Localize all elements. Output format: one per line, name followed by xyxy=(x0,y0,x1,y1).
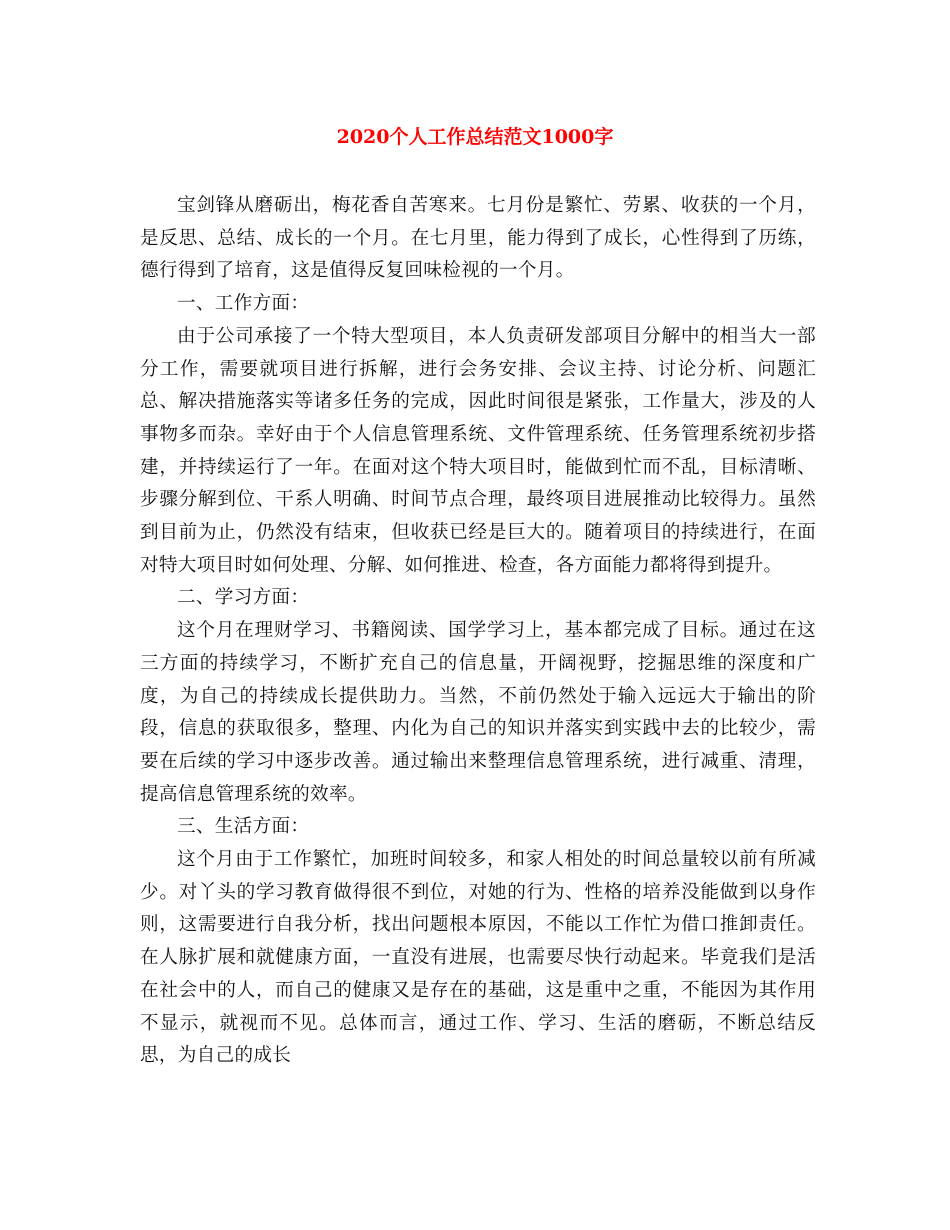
section-heading-life: 三、生活方面： xyxy=(177,816,310,838)
paragraph-work: 由于公司承接了一个特大型项目，本人负责研发部项目分解中的相当大一部分工作，需要就项目进行拆解，进行会务安排、会议主持、讨论分析、问题汇总、解决措施落实等诸多任务的完成，因此时间很是紧张，工作量大，涉及的人事物多而杂。幸好由于个人信息管理系统、文件管理系统、任务管理系统初步搭建，并持续运行了一年。在面对这个特大项目时，能做到忙而不乱，目标清晰、步骤分解到位、干系人明确、时间节点合理，最终项目进展推动比较得力。虽然到目前为止，仍然没有结束，但收获已经是巨大的。随着项目的持续进行，在面对特大项目时如何处理、分解、如何推进、检查，各方面能力都将得到提升。 xyxy=(140,325,816,576)
document-body xyxy=(140,190,816,1073)
paragraph-study: 这个月在理财学习、书籍阅读、国学学习上，基本都完成了目标。通过在这三方面的持续学习，不断扩充自己的信息量，开阔视野，挖掘思维的深度和广度，为自己的持续成长提供助力。当然，不前仍然处于输入远远大于输出的阶段，信息的获取很多，整理、内化为自己的知识并落实到实践中去的比较少，需要在后续的学习中逐步改善。通过输出来整理信息管理系统，进行减重、清理，提高信息管理系统的效率。 xyxy=(140,620,816,805)
document-title: 2020个人工作总结范文1000字 xyxy=(336,126,614,148)
section-heading-work: 一、工作方面： xyxy=(177,293,310,315)
paragraph-intro: 宝剑锋从磨砺出，梅花香自苦寒来。七月份是繁忙、劳累、收获的一个月，是反思、总结、成长的一个月。在七月里，能力得到了成长，心性得到了历练，德行得到了培育，这是值得反复回味检视的一个月。 xyxy=(140,195,816,282)
section-heading-study: 二、学习方面： xyxy=(177,587,310,609)
paragraph-life: 这个月由于工作繁忙，加班时间较多，和家人相处的时间总量较以前有所减少。对丫头的学习教育做得很不到位，对她的行为、性格的培养没能做到以身作则，这需要进行自我分析，找出问题根本原因，不能以工作忙为借口推卸责任。在人脉扩展和就健康方面，一直没有进展，也需要尽快行动起来。毕竟我们是活在社会中的人，而自己的健康又是存在的基础，这是重中之重，不能因为其作用不显示，就视而不见。总体而言，通过工作、学习、生活的磨砺，不断总结反思，为自己的成长 xyxy=(140,849,816,1067)
